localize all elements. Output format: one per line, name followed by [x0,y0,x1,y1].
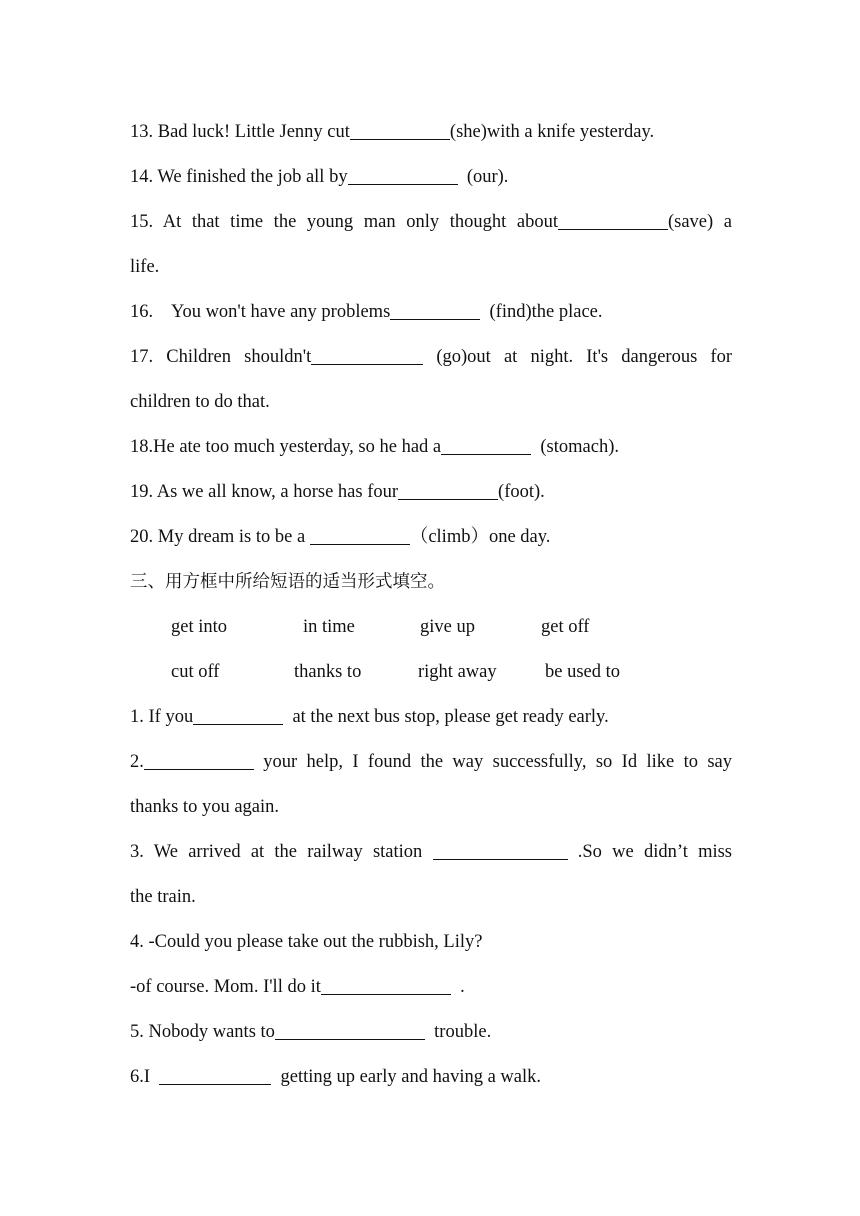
exercise-1 [130,695,732,740]
question-text: 15. At that time the young man only thought about [130,212,558,232]
question-text: (our). [457,167,509,187]
phrase-option: cut off [171,662,220,682]
phrase-option: be used to [545,662,621,682]
answer-blank[interactable] [193,706,283,725]
question-13 [130,110,732,155]
answer-blank[interactable] [321,976,451,995]
section-heading [130,560,732,605]
answer-blank[interactable] [441,436,531,455]
phrase-row-1 [130,605,732,650]
worksheet-page [130,110,732,1100]
question-text: （climb）one day. [409,527,551,547]
question-text: the train. [130,887,196,907]
question-19 [130,470,732,515]
exercise-5 [130,1010,732,1055]
question-text: . [450,977,465,997]
question-text: 14. We finished the job all by [130,167,348,187]
question-text: (she)with a knife yesterday. [449,122,655,142]
section-heading-text: 三、用方框中所给短语的适当形式填空。 [130,572,445,592]
question-text: trouble. [424,1022,492,1042]
phrase-option: get off [541,617,590,637]
question-14 [130,155,732,200]
exercise-3 [130,830,732,875]
phrase-option: thanks to [294,662,362,682]
question-text: 2. [130,752,144,772]
question-text: at the next bus stop, please get ready early. [283,707,609,727]
question-text: 18.He ate too much yesterday, so he had a [130,437,442,457]
answer-blank[interactable] [159,1066,271,1085]
answer-blank[interactable] [398,481,498,500]
question-18 [130,425,732,470]
question-text: 13. Bad luck! Little Jenny cut [130,122,350,142]
question-text: (go)out at night. It's dangerous for [423,347,732,367]
question-text: getting up early and having a walk. [271,1067,542,1087]
question-15 [130,200,732,245]
question-text: (foot). [498,482,545,502]
exercise-2 [130,740,732,785]
question-16 [130,290,732,335]
question-text: 17. Children shouldn't [130,347,312,367]
question-text: (find)the place. [480,302,603,322]
question-text: thanks to you again. [130,797,280,817]
exercise-4-answer [130,965,732,1010]
question-text: (stomach). [531,437,619,457]
answer-blank[interactable] [390,301,480,320]
question-15-continued [130,245,732,290]
phrase-option: give up [420,617,475,637]
question-text: life. [130,257,160,277]
question-text: (save) a [667,212,733,232]
question-text: 5. Nobody wants to [130,1022,275,1042]
answer-blank[interactable] [350,121,450,140]
question-text: 16. You won't have any problems [130,302,391,322]
exercise-6 [130,1055,732,1100]
question-text: children to do that. [130,392,270,412]
phrase-option: get into [171,617,228,637]
answer-blank[interactable] [310,526,410,545]
phrase-option: in time [303,617,355,637]
question-text: your help, I found the way successfully, so Id like to say [253,752,732,772]
answer-blank[interactable] [311,346,423,365]
exercise-3-continued [130,875,732,920]
question-text: 6.I [130,1067,160,1087]
question-text: 4. -Could you please take out the rubbish, Lily? [130,932,483,952]
answer-blank[interactable] [275,1021,425,1040]
phrase-option: right away [418,662,497,682]
question-text: -of course. Mom. I'll do it [130,977,321,997]
answer-blank[interactable] [144,751,254,770]
answer-blank[interactable] [433,841,568,860]
question-17-continued [130,380,732,425]
exercise-4 [130,920,732,965]
question-text: 20. My dream is to be a [130,527,310,547]
answer-blank[interactable] [558,211,668,230]
question-20 [130,515,732,560]
exercise-2-continued [130,785,732,830]
question-17 [130,335,732,380]
phrase-row-2 [130,650,732,695]
question-text: .So we didn’t miss [567,842,732,862]
answer-blank[interactable] [348,166,458,185]
question-text: 19. As we all know, a horse has four [130,482,399,502]
question-text: 1. If you [130,707,194,727]
question-text: 3. We arrived at the railway station [130,842,433,862]
